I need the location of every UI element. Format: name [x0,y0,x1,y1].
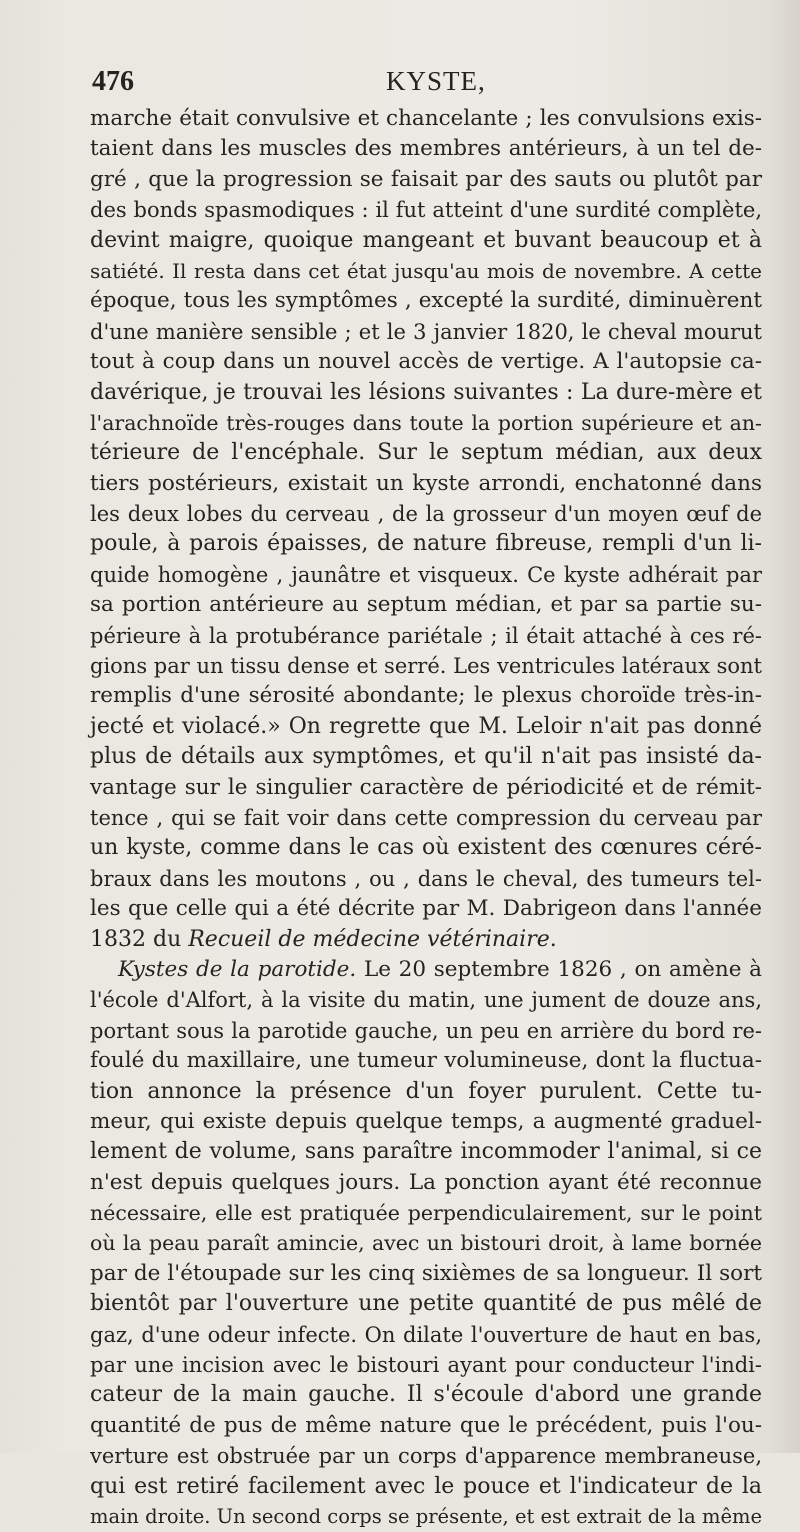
text-line: l'arachnoïde très-rouges dans toute la portion supérieure et an- [90,410,762,435]
text-line: devint maigre, quoique mangeant et buvant beaucoup et à [90,227,762,253]
text-line: gions par un tissu dense et serré. Les ventricules latéraux sont [90,654,762,679]
text-line: l'école d'Alfort, à la visite du matin, une jument de douze ans, [90,988,762,1013]
text-fragment: . [549,926,557,952]
text-line: térieure de l'encéphale. Sur le septum médian, aux deux [90,440,762,466]
text-line: où la peau paraît amincie, avec un bistouri droit, à lame bornée [90,1231,762,1256]
text-line: braux dans les moutons , ou , dans le cheval, des tumeurs tel- [90,866,762,891]
text-line: qui est retiré facilement avec le pouce et l'indicateur de la [90,1473,762,1499]
text-line: d'une manière sensible ; et le 3 janvier 1820, le cheval mourut [90,319,762,344]
text-line: lement de volume, sans paraître incommoder l'animal, si ce [90,1139,762,1165]
text-line: époque, tous les symptômes , excepté la surdité, diminuèrent [90,288,762,314]
text-line: un kyste, comme dans le cas où existent des cœnures céré- [90,835,762,861]
text-line: sa portion antérieure au septum médian, et par sa partie su- [90,592,762,618]
text-line: bientôt par l'ouverture une petite quantité de pus mêlé de [90,1291,762,1317]
text-line-section-lead [90,955,762,985]
text-line: poule, à parois épaisses, de nature fibreuse, rempli d'un li- [90,531,762,557]
page-header [92,66,692,100]
text-line: tion annonce la présence d'un foyer purulent. Cette tu- [90,1078,762,1104]
text-line: gré , que la progression se faisait par des sauts ou plutôt par [90,166,762,192]
text-line: plus de détails aux symptômes, et qu'il n'ait pas insisté da- [90,744,762,770]
text-line: remplis d'une sérosité abondante; le plexus choroïde très-in- [90,683,762,709]
text-line: gaz, d'une odeur infecte. On dilate l'ouverture de haut en bas, [90,1322,762,1347]
text-line: portant sous la parotide gauche, un peu en arrière du bord re- [90,1018,762,1043]
text-line: tout à coup dans un nouvel accès de vertige. A l'autopsie ca- [90,349,762,375]
text-line-citation [90,925,762,955]
text-line: quide homogène , jaunâtre et visqueux. Ce kyste adhérait par [90,562,762,587]
text-line: par une incision avec le bistouri ayant pour conducteur l'indi- [90,1353,762,1378]
paragraph-leloir-case [90,104,762,955]
section-heading: Kystes de la parotide. [118,956,357,982]
text-line: jecté et violacé.» On regrette que M. Leloir n'ait pas donné [90,713,762,739]
running-title: KYSTE, [386,66,486,96]
journal-title: Recueil de médecine vétérinaire [188,926,550,952]
text-line: meur, qui existe depuis quelque temps, a augmenté graduel- [90,1108,762,1134]
text-line: davérique, je trouvai les lésions suivantes : La dure-mère et [90,379,762,405]
text-fragment: 1832 du [90,926,189,952]
text-line: cateur de la main gauche. Il s'écoule d'abord une grande [90,1382,762,1408]
text-line: n'est depuis quelques jours. La ponction ayant été reconnue [90,1169,762,1195]
text-line: marche était convulsive et chancelante ; les convulsions exis- [90,106,762,131]
page-number: 476 [92,66,134,97]
text-line: taient dans les muscles des membres antérieurs, à un tel de- [90,136,762,162]
text-line: tence , qui se fait voir dans cette compression du cerveau par [90,805,762,830]
paragraph-parotid-cysts [90,955,762,1532]
text-line: main droite. Un second corps se présente, et est extrait de la même [90,1504,763,1528]
text-line: vantage sur le singulier caractère de périodicité et de rémit- [90,774,762,800]
text-line: des bonds spasmodiques : il fut atteint d'une surdité complète, [90,198,762,223]
text-line: par de l'étoupade sur les cinq sixièmes de sa longueur. Il sort [90,1260,762,1286]
text-line: périeure à la protubérance pariétale ; il était attaché à ces ré- [90,623,762,648]
text-line: les deux lobes du cerveau , de la grosseur d'un moyen œuf de [90,502,762,527]
body-text [90,104,762,1532]
text-fragment: Le 20 septembre 1826 , on amène à [356,956,762,982]
text-line: verture est obstruée par un corps d'apparence membraneuse, [90,1444,762,1469]
text-line: nécessaire, elle est pratiquée perpendiculairement, sur le point [90,1201,762,1226]
text-line: tiers postérieurs, existait un kyste arrondi, enchatonné dans [90,470,762,496]
text-line: satiété. Il resta dans cet état jusqu'au mois de novembre. A cette [90,258,762,283]
text-line: les que celle qui a été décrite par M. Dabrigeon dans l'année [90,896,762,922]
text-line: foulé du maxillaire, une tumeur volumineuse, dont la fluctua- [90,1048,762,1074]
text-line: quantité de pus de même nature que le précédent, puis l'ou- [90,1412,762,1438]
